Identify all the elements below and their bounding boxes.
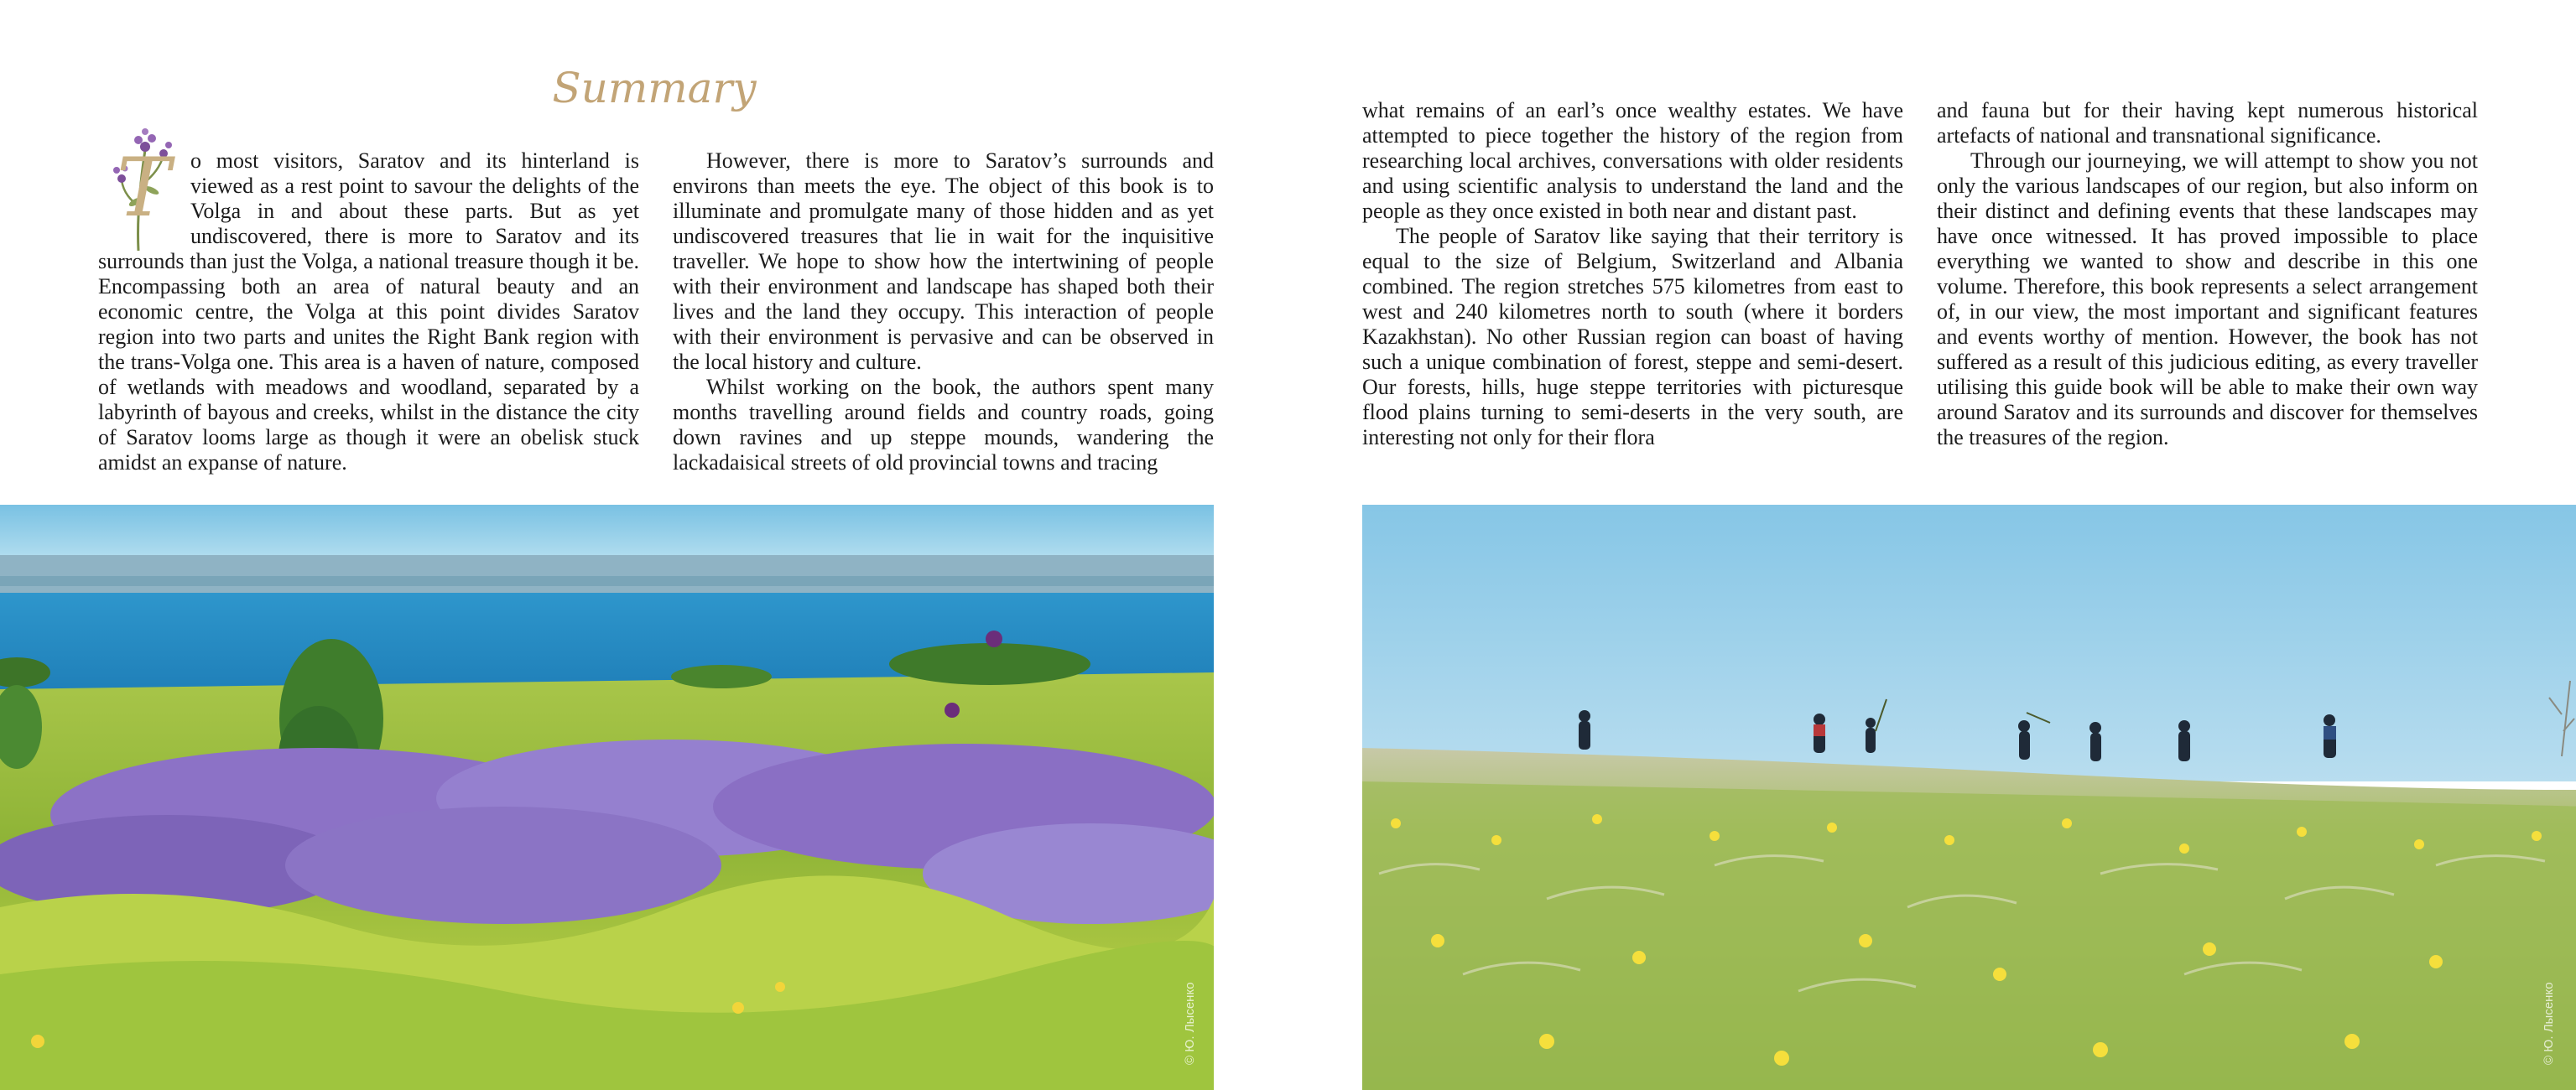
paragraph: The people of Saratov like saying that their territory is equal to the size of Belgium, Switzerland and Albania combined. The region stretches 575 kilometres from east to west and 240 kilometres north to south (where it borders Kazakhstan). No other Russian region can boast of having such a unique combination of forest, steppe and semi-desert. Our forests, hills, huge steppe territories with picturesque flood plains turning to semi-deserts in the very south, are interesting not only for their flora <box>1362 224 1903 449</box>
page-title: Summary <box>552 64 757 112</box>
text-column-2 <box>673 148 1214 475</box>
photo-meadow-river <box>0 505 1214 1090</box>
drop-cap <box>105 125 182 251</box>
photo-steppe-hikers <box>1362 505 2576 1090</box>
text-column-4 <box>1937 98 2478 450</box>
paragraph: Whilst working on the book, the authors spent many months travelling around fields and country roads, going down ravines and up steppe mounds, wandering the lackadaisical streets of old provincial towns and tracing <box>673 375 1214 475</box>
drop-cap-letter: T <box>116 141 171 235</box>
paragraph: However, there is more to Saratov’s surrounds and environs than meets the eye. The object of this book is to illuminate and promulgate many of those hidden and as yet undiscovered treasures that lie in wait for the inquisitive traveller. We hope to show how the intertwining of people with their environment and landscape has shaped both their lives and the land they occupy. This interaction of people with their environment is pervasive and can be observed in the local history and culture. <box>673 148 1214 374</box>
paragraph: what remains of an earl’s once wealthy estates. We have attempted to piece together the history of the region from researching local archives, conversations with older residents and using scientific analysis to understand the land and the people as they once existed in both near and distant past. <box>1362 98 1903 223</box>
paragraph: and fauna but for their having kept numerous historical artefacts of national and transnational significance. <box>1937 98 2478 148</box>
photo-credit: © Ю. Лысенко <box>1183 982 1197 1065</box>
text-column-3 <box>1362 98 1903 450</box>
meadow-river-image <box>0 505 1214 1090</box>
steppe-hikers-image <box>1362 505 2576 1090</box>
paragraph: o most visitors, Saratov and its hinterland is viewed as a rest point to savour the delights of the Volga in and about these parts. But as yet undiscovered, there is more to Saratov and its surrounds than just the Volga, a national treasure though it be. Encompassing both an area of natural beauty and an economic centre, the Volga at this point divides Saratov region into two parts and unites the Right Bank region with the trans-Volga one. This area is a haven of nature, composed of wetlands with meadows and woodland, separated by a labyrinth of bayous and creeks, whilst in the distance the city of Saratov looms large as though it were an obelisk stuck amidst an expanse of nature. <box>98 148 639 475</box>
paragraph: Through our journeying, we will attempt to show you not only the various landscapes of our region, but also inform on their distinct and defining events that these landscapes may have once witnessed. It has proved impossible to place everything we wanted to show and describe in this one volume. Therefore, this book represents a select arrangement of, in our view, the most important and significant features and events worthy of mention. However, the book has not suffered as a result of this judicious editing, as every traveller utilising this guide book will be able to make their own way around Saratov and its surrounds and discover for themselves the treasures of the region. <box>1937 148 2478 449</box>
photo-credit: © Ю. Лысенко <box>2542 982 2556 1065</box>
text-column-1 <box>98 141 639 475</box>
